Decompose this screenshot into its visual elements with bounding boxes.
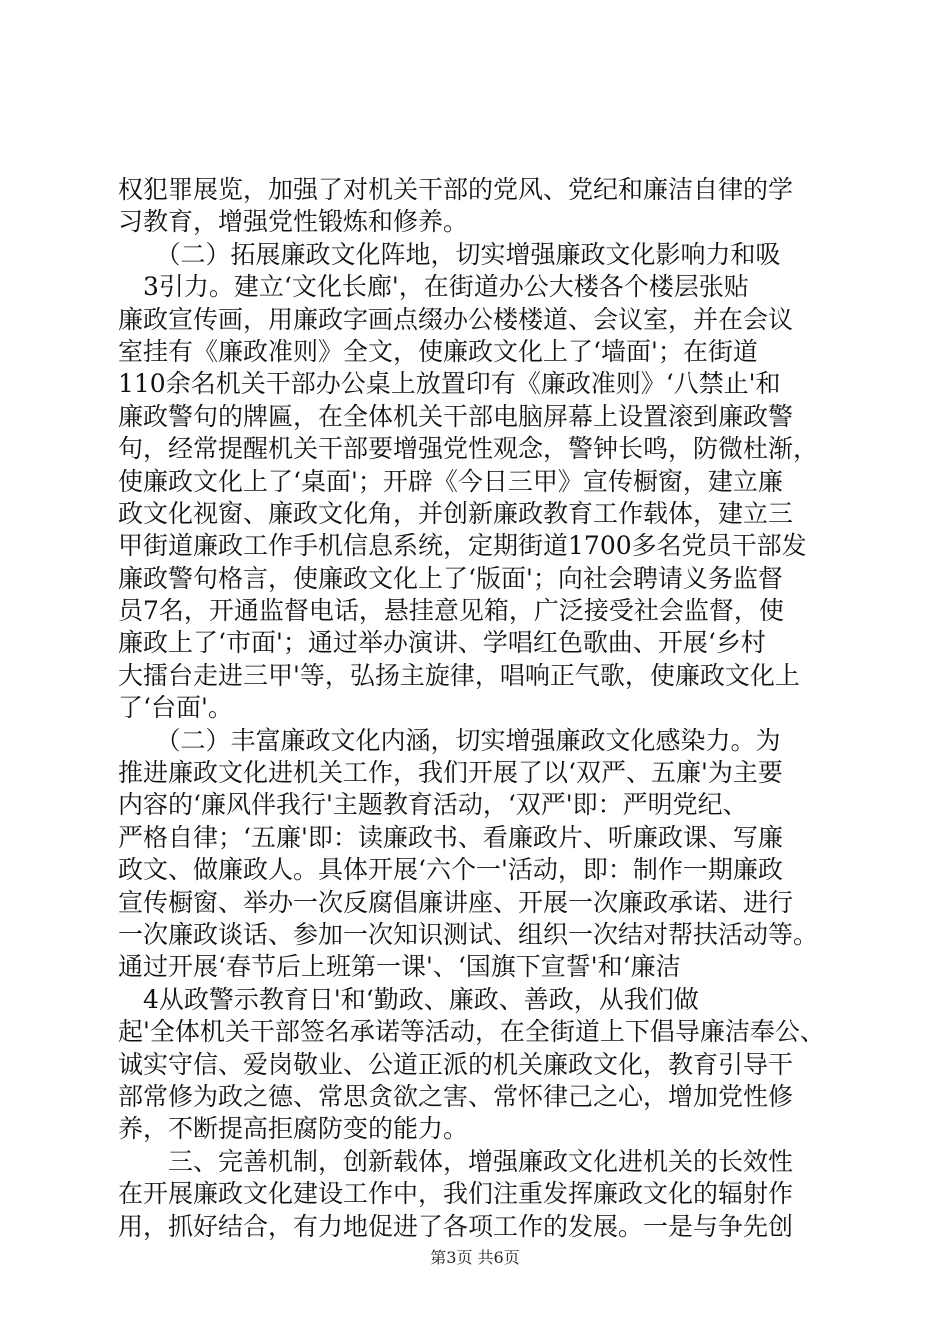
text-line: 一次廉政谈话、参加一次知识测试、组织一次结对帮扶活动等。 bbox=[118, 919, 819, 949]
text-line: 了‘台面'。 bbox=[118, 693, 233, 723]
text-line: 养，不断提高拒腐防变的能力。 bbox=[118, 1114, 469, 1144]
text-line: 三、完善机制，创新载体，增强廉政文化进机关的长效性 bbox=[118, 1146, 794, 1176]
text-line: 110余名机关干部办公桌上放置印有《廉政准则》‘八禁止'和 bbox=[118, 369, 781, 399]
text-line: 推进廉政文化进机关工作，我们开展了以‘双严、五廉'为主要 bbox=[118, 758, 783, 788]
page-footer: 第3页 共6页 bbox=[430, 1248, 520, 1267]
text-line: （二）拓展廉政文化阵地，切实增强廉政文化影响力和吸 bbox=[118, 239, 781, 269]
text-line: 严格自律；‘五廉'即：读廉政书、看廉政片、听廉政课、写廉 bbox=[118, 822, 783, 852]
text-line: 廉政宣传画，用廉政字画点缀办公楼楼道、会议室，并在会议 bbox=[118, 304, 794, 334]
text-line: 部常修为政之德、常思贪欲之害、常怀律己之心，增加党性修 bbox=[118, 1081, 794, 1111]
body-text bbox=[118, 174, 834, 1243]
text-line: 政文、做廉政人。具体开展‘六个一'活动，即：制作一期廉政 bbox=[118, 855, 783, 885]
text-line: 通过开展‘春节后上班第一课'、‘国旗下宣誓'和‘廉洁 bbox=[118, 952, 681, 982]
text-line: 政文化视窗、廉政文化角，并创新廉政教育工作载体，建立三 bbox=[118, 498, 794, 528]
text-line: 3引力。建立‘文化长廊'，在街道办公大楼各个楼层张贴 bbox=[118, 272, 749, 302]
text-line: 习教育，增强党性锻炼和修养。 bbox=[118, 207, 469, 237]
text-line: 宣传橱窗、举办一次反腐倡廉讲座、开展一次廉政承诺、进行 bbox=[118, 887, 794, 917]
text-line: 廉政上了‘市面'；通过举办演讲、学唱红色歌曲、开展‘乡村 bbox=[118, 628, 766, 658]
text-line: 大擂台走进三甲'等，弘扬主旋律，唱响正气歌，使廉政文化上 bbox=[118, 660, 800, 690]
text-line: 句，经常提醒机关干部要增强党性观念，警钟长鸣，防微杜渐， bbox=[118, 434, 819, 464]
text-line: 诚实守信、爱岗敬业、公道正派的机关廉政文化，教育引导干 bbox=[118, 1049, 794, 1079]
text-line: 起'全体机关干部签名承诺等活动，在全街道上下倡导廉洁奉公、 bbox=[118, 1017, 825, 1047]
text-line: 内容的‘廉风伴我行'主题教育活动，‘双严'即：严明党纪、 bbox=[118, 790, 748, 820]
text-line: 在开展廉政文化建设工作中，我们注重发挥廉政文化的辐射作 bbox=[118, 1179, 794, 1209]
text-line: 廉政警句格言，使廉政文化上了‘版面'；向社会聘请义务监督 bbox=[118, 563, 783, 593]
text-line: 权犯罪展览，加强了对机关干部的党风、党纪和廉洁自律的学 bbox=[118, 175, 794, 204]
text-line: 用，抓好结合，有力地促进了各项工作的发展。一是与争先创 bbox=[118, 1211, 794, 1241]
text-line: （二）丰富廉政文化内涵，切实增强廉政文化感染力。为 bbox=[118, 725, 781, 755]
text-line: 甲街道廉政工作手机信息系统，定期街道1700多名党员干部发 bbox=[118, 531, 807, 561]
text-line: 4从政警示教育日'和‘勤政、廉政、善政，从我们做 bbox=[118, 984, 699, 1014]
text-line: 员7名，开通监督电话，悬挂意见箱，广泛接受社会监督，使 bbox=[118, 596, 784, 626]
text-line: 使廉政文化上了‘桌面'；开辟《今日三甲》宣传橱窗，建立廉 bbox=[118, 466, 783, 496]
text-line: 室挂有《廉政准则》全文，使廉政文化上了‘墙面'；在街道 bbox=[118, 336, 758, 366]
text-line: 廉政警句的牌匾，在全体机关干部电脑屏幕上设置滚到廉政警 bbox=[118, 401, 794, 431]
